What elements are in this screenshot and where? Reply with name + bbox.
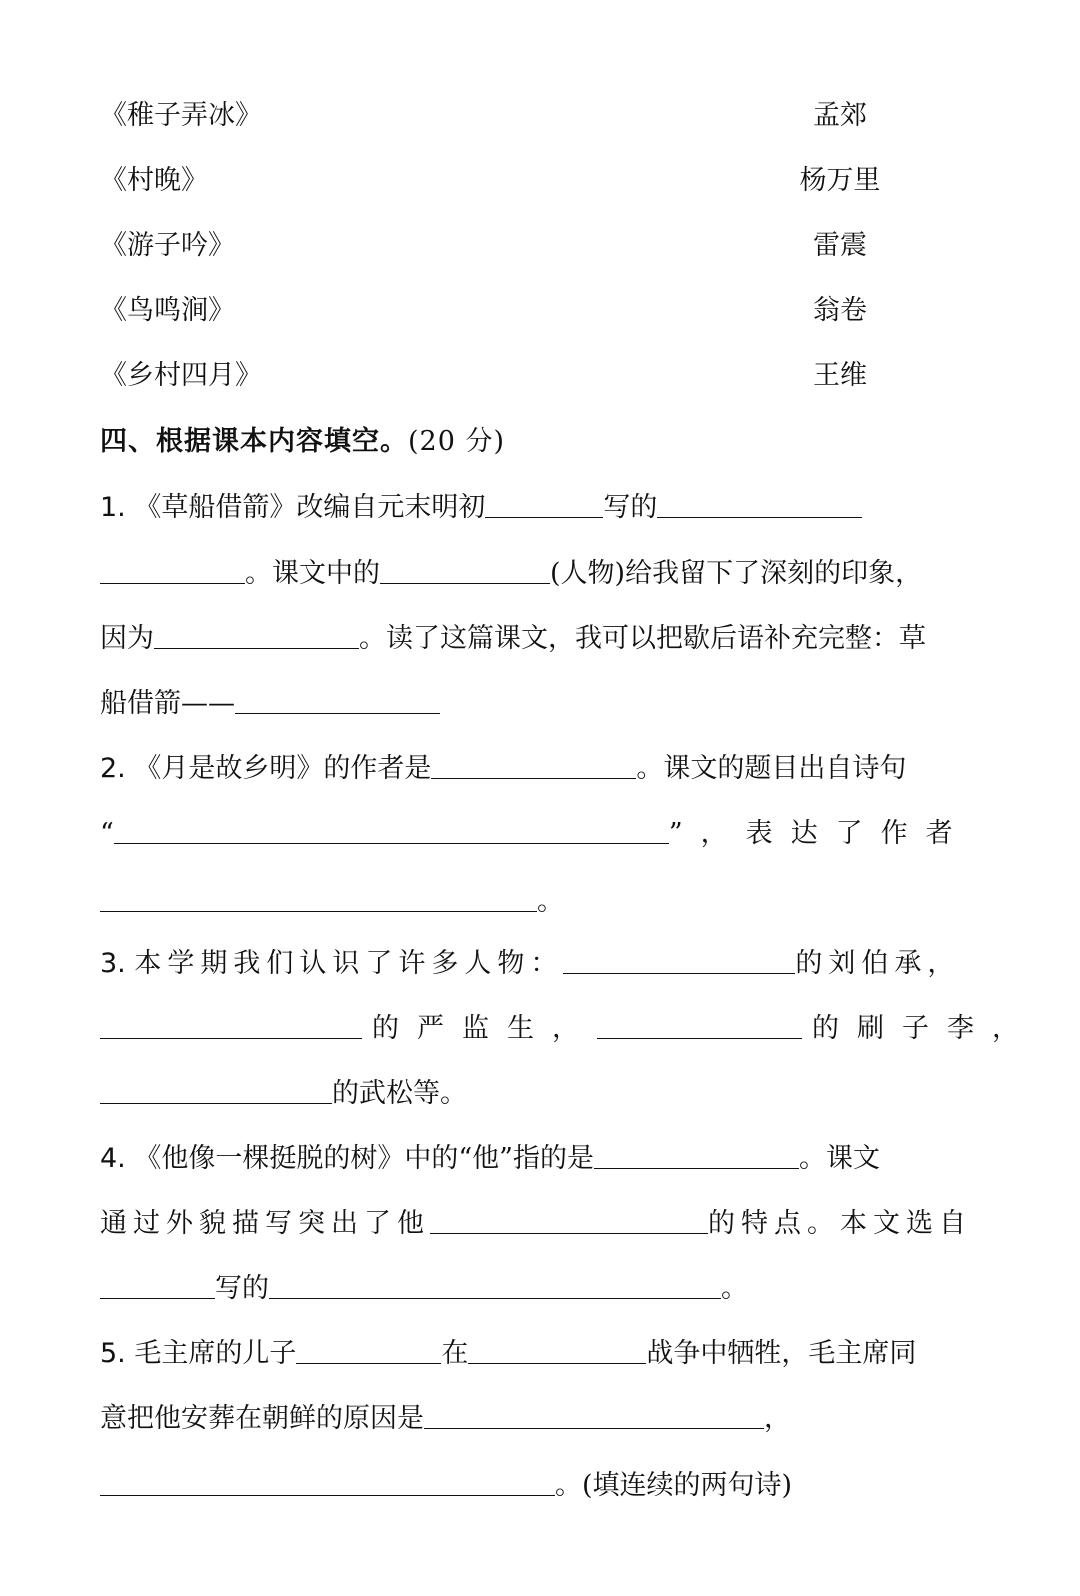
- question-1-line-2: [100, 546, 1000, 602]
- question-5-line-1: [100, 1326, 1000, 1382]
- question-text: ”，表达了作者: [668, 818, 971, 849]
- section-heading: [100, 414, 1000, 470]
- question-5-line-3: [100, 1458, 1000, 1514]
- question-1-line-1: [100, 480, 1000, 536]
- answer-blank[interactable]: [380, 547, 550, 584]
- question-5-line-2: [100, 1391, 1000, 1447]
- question-text: 写的: [603, 492, 658, 523]
- poem-author: 雷震: [813, 230, 867, 261]
- question-4-line-3: [100, 1261, 1000, 1317]
- question-text: 在: [441, 1338, 469, 1369]
- answer-blank[interactable]: [657, 481, 862, 518]
- question-4-line-1: [100, 1131, 1000, 1187]
- answer-blank[interactable]: [154, 612, 359, 649]
- question-text: 的武松等。: [332, 1078, 467, 1109]
- match-row: [100, 346, 1000, 406]
- question-text: 写的: [215, 1273, 269, 1304]
- question-text: 。课文: [798, 1143, 880, 1174]
- poem-author: 翁卷: [813, 295, 867, 326]
- answer-blank[interactable]: [431, 742, 636, 779]
- answer-blank[interactable]: [563, 937, 795, 974]
- question-text: 因为: [100, 623, 154, 654]
- question-text: 。(填连续的两句诗): [555, 1470, 793, 1501]
- section-score: (20 分): [408, 426, 506, 457]
- question-4-line-2: [100, 1196, 1000, 1252]
- question-2-line-1: [100, 741, 1000, 797]
- question-3-line-1: [100, 936, 1000, 992]
- match-row: [100, 151, 1000, 211]
- answer-blank[interactable]: [114, 807, 669, 844]
- poem-author: 王维: [813, 360, 867, 391]
- match-row: [100, 216, 1000, 276]
- section-heading-text: 四、根据课本内容填空。: [100, 426, 408, 457]
- answer-blank[interactable]: [100, 547, 245, 584]
- question-text: 。: [721, 1273, 748, 1304]
- question-1-line-4: [100, 676, 1000, 732]
- question-text: 的刘伯承，: [795, 948, 961, 979]
- question-number: 1.: [100, 492, 126, 523]
- poem-title: 《乡村四月》: [100, 360, 262, 391]
- question-3-line-3: [100, 1066, 1000, 1122]
- answer-blank[interactable]: [269, 1262, 721, 1299]
- poem-title: 《鸟鸣涧》: [100, 295, 235, 326]
- answer-blank[interactable]: [100, 1067, 332, 1104]
- question-text: 的特点。本文选自: [708, 1208, 972, 1239]
- question-number: 4.: [100, 1143, 126, 1174]
- question-text: 毛主席的儿子: [134, 1338, 297, 1369]
- question-text: 船借箭——: [100, 688, 235, 719]
- question-2-line-3: [100, 874, 1000, 930]
- question-2-line-2: [100, 806, 1000, 862]
- answer-blank[interactable]: [485, 481, 603, 518]
- answer-blank[interactable]: [296, 1327, 441, 1364]
- answer-blank[interactable]: [597, 1002, 802, 1039]
- question-number: 3.: [100, 948, 126, 979]
- answer-blank[interactable]: [430, 1197, 708, 1234]
- question-text: ，: [764, 1403, 791, 1434]
- question-text: (人物)给我留下了深刻的印象，: [550, 558, 923, 589]
- answer-blank[interactable]: [100, 1002, 362, 1039]
- question-text: 。课文中的: [245, 558, 380, 589]
- question-1-line-3: [100, 611, 1000, 667]
- question-number: 2.: [100, 753, 126, 784]
- question-text: 通过外貌描写突出了他: [100, 1208, 430, 1239]
- question-text: 的严监生，: [372, 1013, 597, 1044]
- question-text: 本学期我们认识了许多人物：: [134, 948, 564, 979]
- question-text: 的刷子李，: [812, 1013, 1037, 1044]
- answer-blank[interactable]: [100, 1262, 215, 1299]
- question-text: “: [100, 818, 114, 849]
- answer-blank[interactable]: [100, 875, 537, 912]
- match-row: [100, 281, 1000, 341]
- question-text: 《月是故乡明》的作者是: [134, 753, 432, 784]
- answer-blank[interactable]: [468, 1327, 646, 1364]
- poem-title: 《游子吟》: [100, 230, 235, 261]
- poem-title: 《村晚》: [100, 165, 208, 196]
- question-text: 。: [537, 886, 564, 917]
- question-number: 5.: [100, 1338, 126, 1369]
- match-row: [100, 86, 1000, 146]
- question-text: 。读了这篇课文，我可以把歇后语补充完整：草: [359, 623, 926, 654]
- poem-author: 孟郊: [813, 100, 867, 131]
- answer-blank[interactable]: [235, 677, 440, 714]
- question-3-line-2: [100, 1001, 1037, 1057]
- answer-blank[interactable]: [594, 1132, 799, 1169]
- poem-title: 《稚子弄冰》: [100, 100, 262, 131]
- question-text: 战争中牺牲，毛主席同: [646, 1338, 917, 1369]
- question-text: 《他像一棵挺脱的树》中的“他”指的是: [134, 1143, 594, 1174]
- question-text: 。课文的题目出自诗句: [636, 753, 907, 784]
- question-text: 《草船借箭》改编自元末明初: [134, 492, 486, 523]
- poem-author: 杨万里: [799, 165, 881, 196]
- question-text: 意把他安葬在朝鲜的原因是: [100, 1403, 424, 1434]
- answer-blank[interactable]: [100, 1459, 555, 1496]
- answer-blank[interactable]: [424, 1392, 764, 1429]
